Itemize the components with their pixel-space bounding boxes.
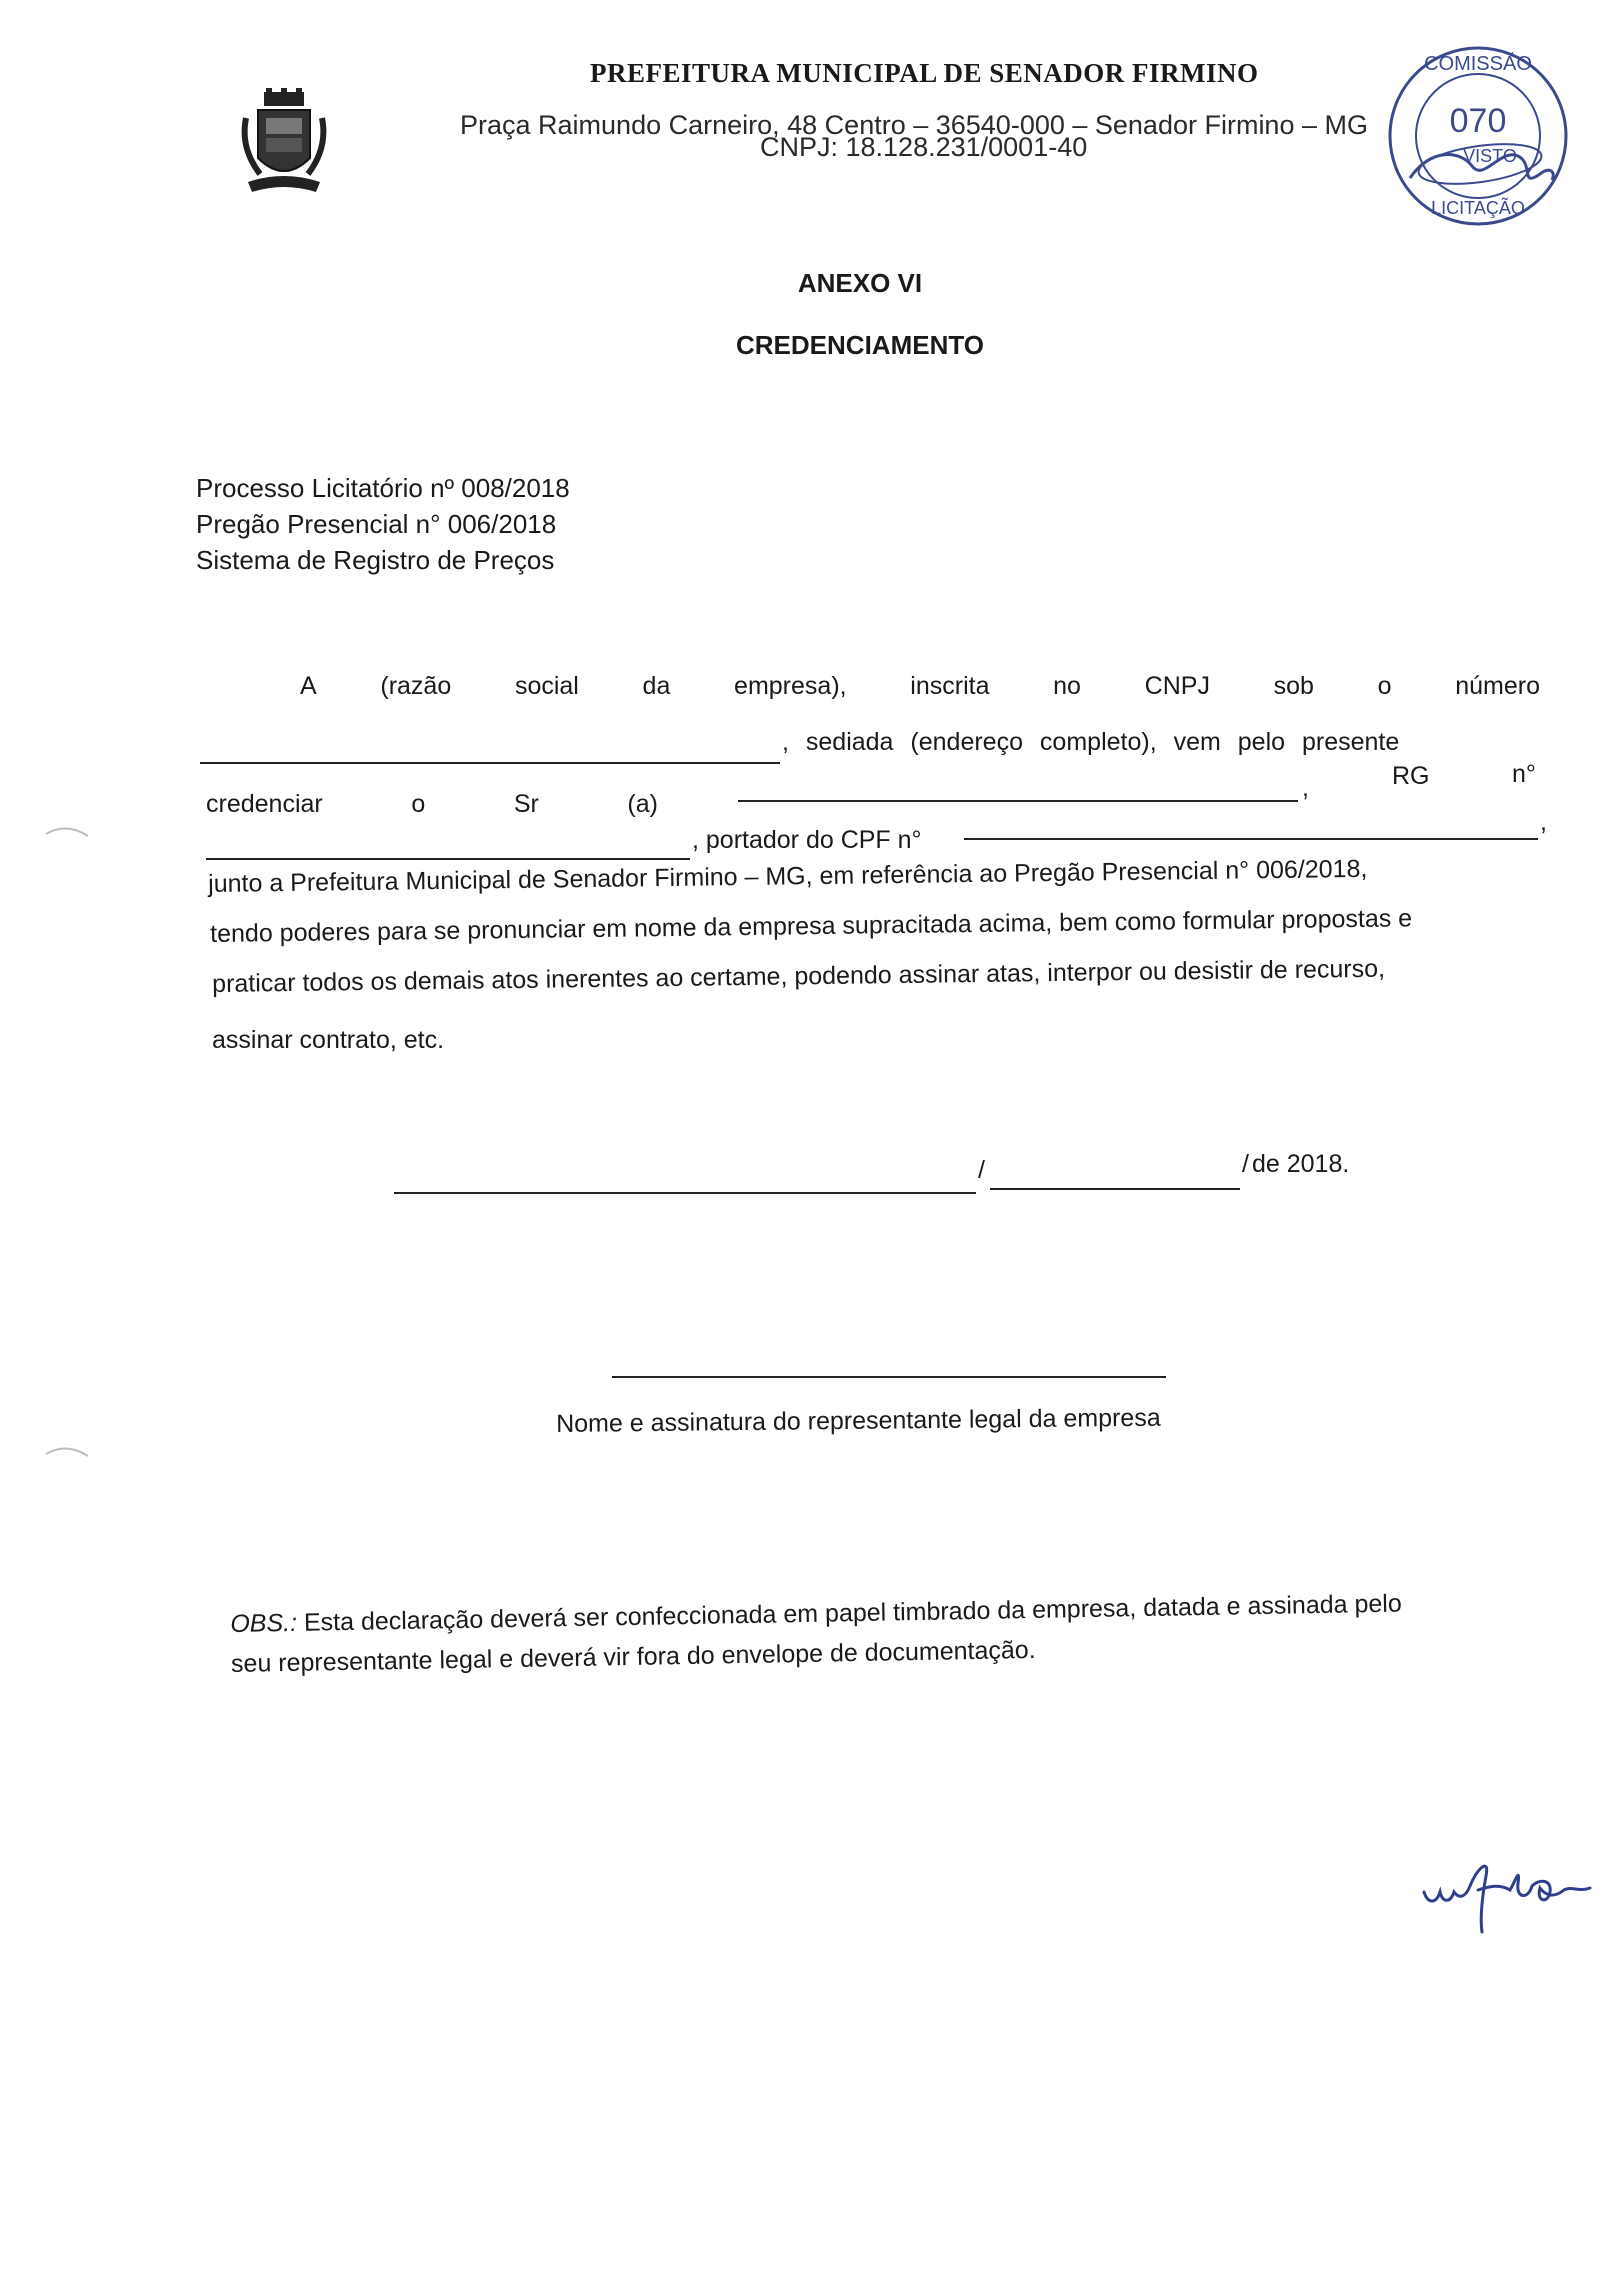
body-word: empresa), [734,672,847,700]
observation-prefix: OBS.: [230,1608,298,1638]
handwritten-initials [1420,1846,1600,1936]
body-word: no [1053,672,1081,700]
cpf-blank[interactable] [964,838,1538,840]
body-word: o [411,790,426,818]
paragraph-line-2: tendo poderes para se pronunciar em nome da empresa supracitada acima, bem como formular propostas e [210,904,1413,948]
body-line-1 [300,672,1540,701]
body-line-3-comma: , [1302,774,1309,802]
cnpj-blank[interactable] [200,762,780,764]
coat-of-arms-logo [238,88,330,200]
body-word: sob [1273,672,1314,700]
subject-title: CREDENCIAMENTO [736,330,984,360]
scan-mark [44,822,90,838]
paragraph-line-1: junto a Prefeitura Municipal de Senador Firmino – MG, em referência ao Pregão Presencial n° 006/2018, [208,854,1368,898]
stamp-bottom-text: LICITAÇÃO [1431,198,1525,218]
body-word: da [642,672,671,700]
header-cnpj: CNPJ: 18.128.231/0001-40 [760,132,1088,162]
date-slash-1: / [978,1156,985,1184]
body-line-4-comma: , [1540,808,1547,836]
body-word: número [1455,672,1540,700]
body-line-2: , sediada (endereço completo), vem pelo presente [782,728,1400,756]
commission-stamp [1380,38,1576,234]
annex-title: ANEXO VI [797,268,923,298]
process-info [196,470,570,578]
body-word: (a) [627,790,658,818]
rg-blank[interactable] [206,858,690,860]
body-word: social [514,672,579,700]
rg-number-label: n° [1512,760,1536,788]
date-year: de 2018. [1252,1150,1350,1178]
body-word: o [1377,672,1392,700]
representative-name-blank[interactable] [738,800,1298,802]
signature-label: Nome e assinatura do representante legal da empresa [556,1403,1161,1438]
body-line-4: , portador do CPF n° [692,826,922,854]
paragraph-line-4: assinar contrato, etc. [212,1026,445,1054]
body-word: credenciar [206,790,323,818]
body-word: inscrita [910,672,990,700]
observation-text-2: seu representante legal e deverá vir fora do envelope de documentação. [230,1635,1036,1678]
observation-note [230,1584,1403,1684]
stamp-number: 070 [1449,102,1507,140]
rg-label: RG [1392,762,1430,790]
paragraph-line-3: praticar todos os demais atos inerentes ao certame, podendo assinar atas, interpor ou desistir de recurso, [212,954,1386,998]
date-slash-2: / [1242,1150,1249,1178]
body-word: Sr [513,790,539,818]
body-word: CNPJ [1144,672,1210,700]
body-word: A [300,672,317,700]
header-title: PREFEITURA MUNICIPAL DE SENADOR FIRMINO [590,58,1259,88]
date-city-blank[interactable] [394,1192,976,1194]
date-month-blank[interactable] [990,1188,1240,1190]
process-number: Processo Licitatório nº 008/2018 [196,473,570,503]
signature-line[interactable] [612,1376,1166,1378]
header-address: Praça Raimundo Carneiro, 48 Centro – 36540-000 – Senador Firmino – MG [460,110,1368,140]
registration-system: Sistema de Registro de Preços [196,545,555,575]
body-word: (razão [380,672,452,700]
scan-mark [44,1442,90,1458]
stamp-top-text: COMISSÃO [1424,53,1532,75]
auction-number: Pregão Presencial n° 006/2018 [196,509,557,539]
observation-text-1: Esta declaração deverá ser confeccionada em papel timbrado da empresa, datada e assinada pelo [296,1589,1402,1637]
body-line-3 [206,790,658,819]
stamp-visto: VISTO [1463,146,1517,166]
